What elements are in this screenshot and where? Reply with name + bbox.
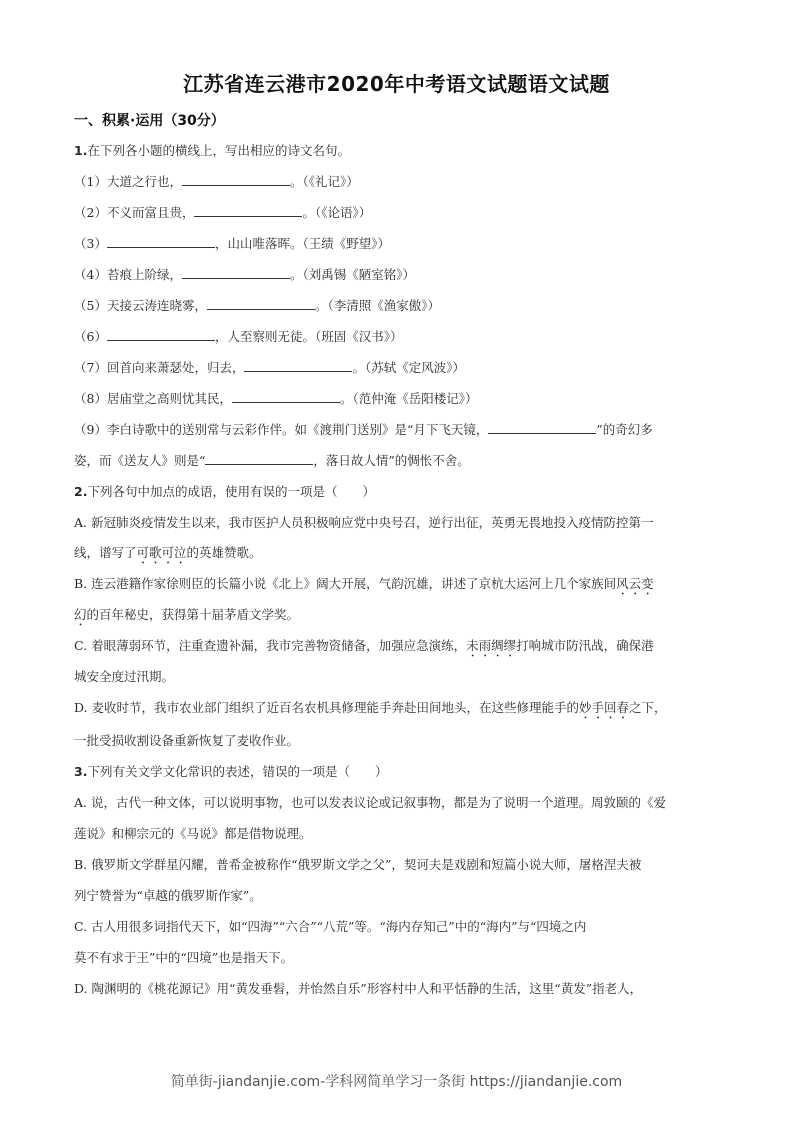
item-text: （5）天接云涛连晓雾， bbox=[74, 298, 207, 313]
item-text: 姿，而《送友人》则是“ bbox=[74, 453, 206, 468]
question-number: 2. bbox=[74, 484, 88, 499]
footer-watermark: 简单街-jiandanjie.com-学科网简单学习一条街 https://jiandanjie.com bbox=[170, 1074, 623, 1090]
answer-blank bbox=[488, 421, 596, 434]
item-text: （6） bbox=[74, 329, 107, 344]
q3-option-a-line1: A. 说，古代一种文体，可以说明事物，也可以发表议论或记叙事物，都是为了说明一个道理。周敦颐的《爱 bbox=[74, 795, 666, 810]
item-text: （4）苔痕上阶绿， bbox=[74, 267, 182, 282]
q2-option-d-line1 bbox=[74, 700, 667, 722]
item-source: 。（范仲淹《岳阳楼记》） bbox=[339, 391, 478, 406]
item-source: 。（苏轼《定风波》） bbox=[352, 360, 465, 375]
section-heading: 一、积累·运用（30分） bbox=[74, 113, 225, 129]
question-number: 1. bbox=[74, 143, 88, 158]
item-source: ，人至察则无徒。（班固《汉书》） bbox=[214, 329, 403, 344]
question-number: 3. bbox=[74, 764, 88, 779]
q1-item-9-line1 bbox=[74, 421, 653, 438]
q1-item-9-line2 bbox=[74, 452, 470, 469]
question-1-stem bbox=[74, 143, 350, 159]
q1-item-3 bbox=[74, 235, 390, 252]
q3-option-c-line2: 莫不有求于王”中的“四境”也是指天下。 bbox=[74, 950, 294, 965]
q1-item-7 bbox=[74, 359, 465, 376]
emphasized-idiom: 未雨绸缪 bbox=[466, 638, 517, 653]
emphasized-idiom: 风云变 bbox=[616, 576, 654, 591]
option-text: 的英雄赞歌。 bbox=[186, 545, 262, 560]
q1-item-6 bbox=[74, 328, 402, 345]
q2-option-c-line2: 城安全度过汛期。 bbox=[74, 669, 175, 684]
q1-item-5 bbox=[74, 297, 440, 314]
emphasized-idiom: 幻 bbox=[74, 607, 87, 622]
q2-option-b-line2 bbox=[74, 607, 299, 629]
q1-item-4 bbox=[74, 266, 415, 283]
item-source: 。（《礼记》） bbox=[289, 174, 359, 189]
answer-blank bbox=[107, 235, 215, 248]
question-3-stem bbox=[74, 764, 387, 780]
page-title: 江苏省连云港市2020年中考语文试题语文试题 bbox=[183, 72, 610, 96]
item-source: 。（刘禹锡《陋室铭》） bbox=[289, 267, 415, 282]
q2-option-a-line2 bbox=[74, 545, 262, 567]
question-2-stem bbox=[74, 484, 375, 500]
item-text: （1）大道之行也， bbox=[74, 174, 182, 189]
q2-option-b-line1 bbox=[74, 576, 654, 598]
option-text: B. 连云港籍作家徐则臣的长篇小说《北上》阔大开展，气韵沉雄，讲述了京杭大运河上几个家族间 bbox=[74, 576, 617, 591]
q3-option-d-line1: D. 陶渊明的《桃花源记》用“黄发垂髫，并怡然自乐”形容村中人和平恬静的生活，这里“黄发”指老人， bbox=[74, 981, 643, 996]
q2-option-d-line2: 一批受损收割设备重新恢复了麦收作业。 bbox=[74, 733, 300, 748]
q2-option-c-line1 bbox=[74, 638, 654, 660]
q3-option-a-line2: 莲说》和柳宗元的《马说》都是借物说理。 bbox=[74, 826, 312, 841]
question-text: 在下列各小题的横线上，写出相应的诗文名句。 bbox=[87, 143, 350, 158]
item-source: 。（李清照《渔家傲》） bbox=[314, 298, 440, 313]
option-text: 打响城市防汛战，确保港 bbox=[516, 638, 654, 653]
option-text: 线，谱写了 bbox=[74, 545, 137, 560]
item-text: （2）不义而富且贵， bbox=[74, 205, 195, 220]
q1-item-1 bbox=[74, 173, 359, 190]
item-source: 。（《论语》） bbox=[302, 205, 372, 220]
answer-blank bbox=[182, 266, 290, 279]
emphasized-idiom: 妙手回春 bbox=[579, 700, 630, 715]
question-text: 下列各句中加点的成语，使用有误的一项是（ ） bbox=[87, 484, 375, 499]
option-text: 之下， bbox=[629, 700, 667, 715]
option-text: C. 着眼薄弱环节，注重查遗补漏，我市完善物资储备，加强应急演练， bbox=[74, 638, 467, 653]
answer-blank bbox=[194, 204, 302, 217]
item-source: ，山山唯落晖。（王绩《野望》） bbox=[214, 236, 390, 251]
q3-option-c-line1: C. 古人用很多词指代天下，如“四海”“六合”“八荒”等。“海内存知己”中的“海内”与“四境之内 bbox=[74, 919, 587, 934]
emphasized-idiom: 可歌可泣 bbox=[136, 545, 187, 560]
answer-blank bbox=[182, 173, 290, 186]
item-text: （8）居庙堂之高则忧其民， bbox=[74, 391, 232, 406]
answer-blank bbox=[232, 390, 340, 403]
item-text: （7）回首向来萧瑟处，归去， bbox=[74, 360, 245, 375]
item-text: （3） bbox=[74, 236, 107, 251]
answer-blank bbox=[205, 452, 313, 465]
answer-blank bbox=[244, 359, 352, 372]
item-text: （9）李白诗歌中的送别常与云彩作伴。如《渡荆门送别》是“月下飞天镜， bbox=[74, 422, 489, 437]
q1-item-2 bbox=[74, 204, 371, 221]
item-text: ，落日故人情”的惆怅不舍。 bbox=[313, 453, 470, 468]
answer-blank bbox=[207, 297, 315, 310]
option-text: D. 麦收时节，我市农业部门组织了近百名农机具修理能手奔赴田间地头，在这些修理能手的 bbox=[74, 700, 580, 715]
option-text: 的百年秘史，获得第十届茅盾文学奖。 bbox=[86, 607, 300, 622]
item-text: ”的奇幻多 bbox=[596, 422, 653, 437]
q3-option-b-line2: 列宁赞誉为“卓越的俄罗斯作家”。 bbox=[74, 888, 262, 903]
question-text: 下列有关文学文化常识的表述，错误的一项是（ ） bbox=[87, 764, 388, 779]
q1-item-8 bbox=[74, 390, 477, 407]
q3-option-b-line1: B. 俄罗斯文学群星闪耀，普希金被称作“俄罗斯文学之父”，契诃夫是戏剧和短篇小说大师，屠格涅夫被 bbox=[74, 857, 642, 872]
q2-option-a-line1: A. 新冠肺炎疫情发生以来，我市医护人员积极响应党中央号召，逆行出征，英勇无畏地投入疫情防控第一 bbox=[74, 515, 654, 530]
answer-blank bbox=[107, 328, 215, 341]
